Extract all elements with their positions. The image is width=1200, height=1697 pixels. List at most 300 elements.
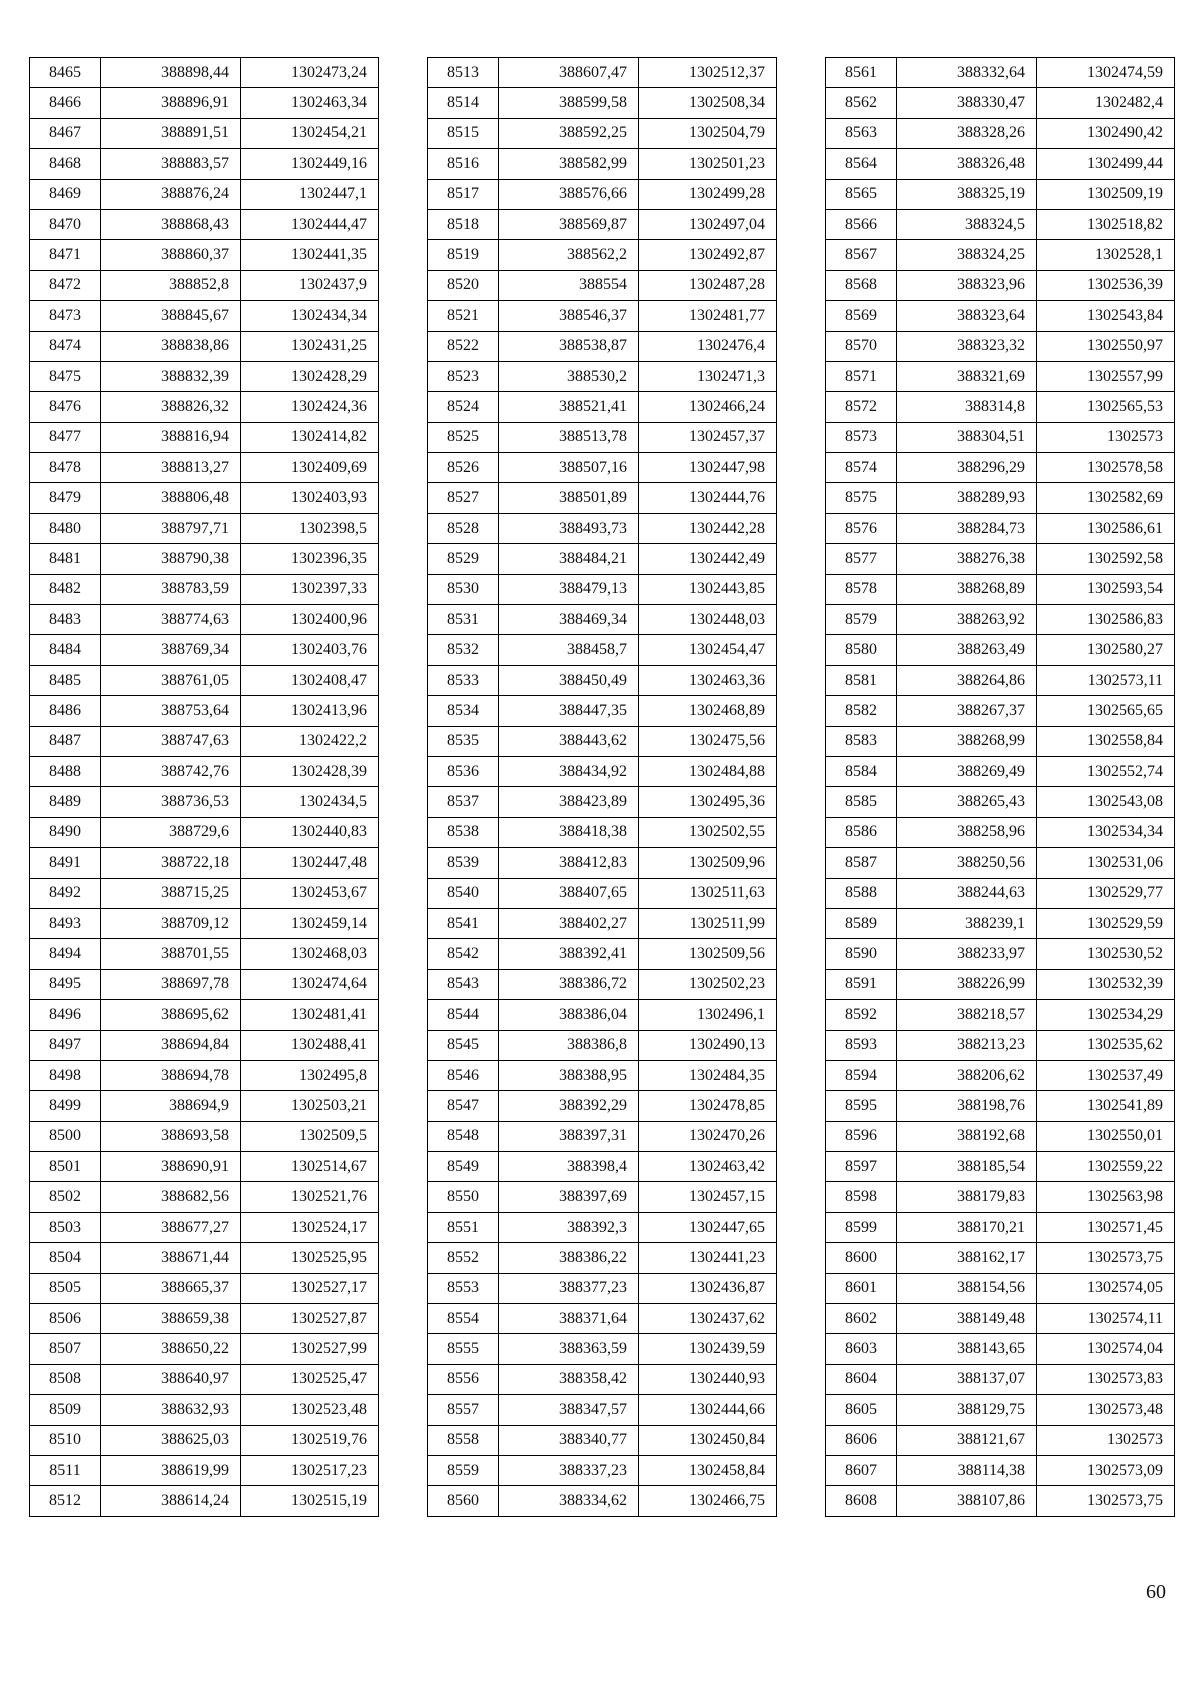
y-coordinate-cell: 1302529,77: [1037, 878, 1175, 908]
point-number-cell: 8478: [30, 453, 101, 483]
x-coordinate-cell: 388129,75: [897, 1395, 1037, 1425]
table-row: [428, 1212, 777, 1242]
y-coordinate-cell: 1302514,67: [241, 1152, 379, 1182]
x-coordinate-cell: 388896,91: [101, 88, 241, 118]
y-coordinate-cell: 1302444,47: [241, 209, 379, 239]
point-number-cell: 8493: [30, 908, 101, 938]
y-coordinate-cell: 1302573: [1037, 1425, 1175, 1455]
y-coordinate-cell: 1302563,98: [1037, 1182, 1175, 1212]
x-coordinate-cell: 388697,78: [101, 969, 241, 999]
y-coordinate-cell: 1302424,36: [241, 392, 379, 422]
y-coordinate-cell: 1302443,85: [639, 574, 777, 604]
x-coordinate-cell: 388507,16: [499, 453, 639, 483]
table-row: [826, 301, 1175, 331]
y-coordinate-cell: 1302490,13: [639, 1030, 777, 1060]
table-row: [428, 665, 777, 695]
point-number-cell: 8532: [428, 635, 499, 665]
y-coordinate-cell: 1302466,75: [639, 1486, 777, 1516]
y-coordinate-cell: 1302511,99: [639, 908, 777, 938]
x-coordinate-cell: 388479,13: [499, 574, 639, 604]
y-coordinate-cell: 1302434,5: [241, 787, 379, 817]
table-row: [428, 1243, 777, 1273]
point-number-cell: 8567: [826, 240, 897, 270]
point-number-cell: 8580: [826, 635, 897, 665]
point-number-cell: 8601: [826, 1273, 897, 1303]
y-coordinate-cell: 1302459,14: [241, 908, 379, 938]
table-row: [30, 209, 379, 239]
x-coordinate-cell: 388783,59: [101, 574, 241, 604]
point-number-cell: 8578: [826, 574, 897, 604]
x-coordinate-cell: 388530,2: [499, 361, 639, 391]
point-number-cell: 8477: [30, 422, 101, 452]
point-number-cell: 8487: [30, 726, 101, 756]
table-row: [826, 1060, 1175, 1090]
point-number-cell: 8565: [826, 179, 897, 209]
y-coordinate-cell: 1302592,58: [1037, 544, 1175, 574]
table-row: [30, 483, 379, 513]
point-number-cell: 8569: [826, 301, 897, 331]
y-coordinate-cell: 1302509,96: [639, 848, 777, 878]
x-coordinate-cell: 388328,26: [897, 118, 1037, 148]
x-coordinate-cell: 388619,99: [101, 1455, 241, 1485]
table-row: [826, 513, 1175, 543]
point-number-cell: 8599: [826, 1212, 897, 1242]
table-row: [826, 209, 1175, 239]
y-coordinate-cell: 1302422,2: [241, 726, 379, 756]
point-number-cell: 8541: [428, 908, 499, 938]
x-coordinate-cell: 388407,65: [499, 878, 639, 908]
table-row: [428, 1182, 777, 1212]
y-coordinate-cell: 1302454,21: [241, 118, 379, 148]
x-coordinate-cell: 388386,8: [499, 1030, 639, 1060]
table-row: [826, 1273, 1175, 1303]
x-coordinate-cell: 388852,8: [101, 270, 241, 300]
table-row: [826, 422, 1175, 452]
point-number-cell: 8564: [826, 149, 897, 179]
y-coordinate-cell: 1302527,87: [241, 1304, 379, 1334]
x-coordinate-cell: 388423,89: [499, 787, 639, 817]
x-coordinate-cell: 388206,62: [897, 1060, 1037, 1090]
x-coordinate-cell: 388371,64: [499, 1304, 639, 1334]
table-row: [826, 878, 1175, 908]
table-row: [826, 696, 1175, 726]
x-coordinate-cell: 388682,56: [101, 1182, 241, 1212]
x-coordinate-cell: 388883,57: [101, 149, 241, 179]
table-row: [826, 1243, 1175, 1273]
y-coordinate-cell: 1302511,63: [639, 878, 777, 908]
y-coordinate-cell: 1302454,47: [639, 635, 777, 665]
x-coordinate-cell: 388434,92: [499, 756, 639, 786]
x-coordinate-cell: 388276,38: [897, 544, 1037, 574]
y-coordinate-cell: 1302509,5: [241, 1121, 379, 1151]
point-number-cell: 8568: [826, 270, 897, 300]
y-coordinate-cell: 1302428,39: [241, 756, 379, 786]
x-coordinate-cell: 388521,41: [499, 392, 639, 422]
y-coordinate-cell: 1302502,23: [639, 969, 777, 999]
point-number-cell: 8485: [30, 665, 101, 695]
x-coordinate-cell: 388868,43: [101, 209, 241, 239]
point-number-cell: 8524: [428, 392, 499, 422]
x-coordinate-cell: 388321,69: [897, 361, 1037, 391]
table-row: [826, 1334, 1175, 1364]
x-coordinate-cell: 388659,38: [101, 1304, 241, 1334]
x-coordinate-cell: 388392,41: [499, 939, 639, 969]
y-coordinate-cell: 1302552,74: [1037, 756, 1175, 786]
x-coordinate-cell: 388665,37: [101, 1273, 241, 1303]
table-row: [428, 1091, 777, 1121]
table-row: [30, 422, 379, 452]
point-number-cell: 8534: [428, 696, 499, 726]
y-coordinate-cell: 1302434,34: [241, 301, 379, 331]
x-coordinate-cell: 388107,86: [897, 1486, 1037, 1516]
point-number-cell: 8481: [30, 544, 101, 574]
table-row: [428, 240, 777, 270]
x-coordinate-cell: 388450,49: [499, 665, 639, 695]
table-row: [30, 1030, 379, 1060]
y-coordinate-cell: 1302448,03: [639, 605, 777, 635]
x-coordinate-cell: 388576,66: [499, 179, 639, 209]
table-row: [428, 1304, 777, 1334]
x-coordinate-cell: 388137,07: [897, 1364, 1037, 1394]
x-coordinate-cell: 388742,76: [101, 756, 241, 786]
point-number-cell: 8606: [826, 1425, 897, 1455]
y-coordinate-cell: 1302534,34: [1037, 817, 1175, 847]
point-number-cell: 8505: [30, 1273, 101, 1303]
x-coordinate-cell: 388347,57: [499, 1395, 639, 1425]
y-coordinate-cell: 1302573,48: [1037, 1395, 1175, 1425]
table-row: [826, 817, 1175, 847]
table-row: [30, 1425, 379, 1455]
x-coordinate-cell: 388736,53: [101, 787, 241, 817]
x-coordinate-cell: 388226,99: [897, 969, 1037, 999]
table-row: [826, 149, 1175, 179]
y-coordinate-cell: 1302593,54: [1037, 574, 1175, 604]
y-coordinate-cell: 1302482,4: [1037, 88, 1175, 118]
x-coordinate-cell: 388162,17: [897, 1243, 1037, 1273]
y-coordinate-cell: 1302403,93: [241, 483, 379, 513]
point-number-cell: 8592: [826, 1000, 897, 1030]
table-row: [826, 88, 1175, 118]
x-coordinate-cell: 388268,99: [897, 726, 1037, 756]
x-coordinate-cell: 388269,49: [897, 756, 1037, 786]
y-coordinate-cell: 1302573: [1037, 422, 1175, 452]
table-row: [30, 878, 379, 908]
x-coordinate-cell: 388340,77: [499, 1425, 639, 1455]
table-row: [428, 848, 777, 878]
x-coordinate-cell: 388761,05: [101, 665, 241, 695]
point-number-cell: 8525: [428, 422, 499, 452]
point-number-cell: 8484: [30, 635, 101, 665]
y-coordinate-cell: 1302518,82: [1037, 209, 1175, 239]
table-row: [428, 270, 777, 300]
x-coordinate-cell: 388538,87: [499, 331, 639, 361]
y-coordinate-cell: 1302573,83: [1037, 1364, 1175, 1394]
table-row: [30, 1212, 379, 1242]
point-number-cell: 8518: [428, 209, 499, 239]
table-row: [428, 301, 777, 331]
y-coordinate-cell: 1302586,83: [1037, 605, 1175, 635]
y-coordinate-cell: 1302534,29: [1037, 1000, 1175, 1030]
point-number-cell: 8595: [826, 1091, 897, 1121]
y-coordinate-cell: 1302519,76: [241, 1425, 379, 1455]
table-row: [428, 209, 777, 239]
point-number-cell: 8549: [428, 1152, 499, 1182]
table-row: [30, 939, 379, 969]
point-number-cell: 8466: [30, 88, 101, 118]
y-coordinate-cell: 1302530,52: [1037, 939, 1175, 969]
y-coordinate-cell: 1302474,59: [1037, 58, 1175, 88]
x-coordinate-cell: 388198,76: [897, 1091, 1037, 1121]
table-row: [428, 1425, 777, 1455]
table-row: [30, 1304, 379, 1334]
x-coordinate-cell: 388412,83: [499, 848, 639, 878]
y-coordinate-cell: 1302447,48: [241, 848, 379, 878]
x-coordinate-cell: 388747,63: [101, 726, 241, 756]
x-coordinate-cell: 388876,24: [101, 179, 241, 209]
x-coordinate-cell: 388694,9: [101, 1091, 241, 1121]
x-coordinate-cell: 388263,49: [897, 635, 1037, 665]
y-coordinate-cell: 1302541,89: [1037, 1091, 1175, 1121]
y-coordinate-cell: 1302442,28: [639, 513, 777, 543]
x-coordinate-cell: 388443,62: [499, 726, 639, 756]
x-coordinate-cell: 388386,04: [499, 1000, 639, 1030]
point-number-cell: 8551: [428, 1212, 499, 1242]
y-coordinate-cell: 1302396,35: [241, 544, 379, 574]
point-number-cell: 8539: [428, 848, 499, 878]
y-coordinate-cell: 1302476,4: [639, 331, 777, 361]
x-coordinate-cell: 388179,83: [897, 1182, 1037, 1212]
point-number-cell: 8587: [826, 848, 897, 878]
point-number-cell: 8469: [30, 179, 101, 209]
table-row: [826, 1486, 1175, 1516]
point-number-cell: 8480: [30, 513, 101, 543]
table-row: [826, 544, 1175, 574]
y-coordinate-cell: 1302449,16: [241, 149, 379, 179]
x-coordinate-cell: 388149,48: [897, 1304, 1037, 1334]
x-coordinate-cell: 388860,37: [101, 240, 241, 270]
table-row: [428, 605, 777, 635]
point-number-cell: 8497: [30, 1030, 101, 1060]
table-row: [30, 696, 379, 726]
y-coordinate-cell: 1302428,29: [241, 361, 379, 391]
table-row: [30, 392, 379, 422]
table-row: [30, 1060, 379, 1090]
table-row: [428, 1395, 777, 1425]
y-coordinate-cell: 1302578,58: [1037, 453, 1175, 483]
y-coordinate-cell: 1302478,85: [639, 1091, 777, 1121]
point-number-cell: 8542: [428, 939, 499, 969]
y-coordinate-cell: 1302565,65: [1037, 696, 1175, 726]
point-number-cell: 8558: [428, 1425, 499, 1455]
y-coordinate-cell: 1302509,56: [639, 939, 777, 969]
table-row: [30, 726, 379, 756]
x-coordinate-cell: 388397,69: [499, 1182, 639, 1212]
y-coordinate-cell: 1302408,47: [241, 665, 379, 695]
y-coordinate-cell: 1302450,84: [639, 1425, 777, 1455]
table-row: [30, 1486, 379, 1516]
point-number-cell: 8511: [30, 1455, 101, 1485]
y-coordinate-cell: 1302574,05: [1037, 1273, 1175, 1303]
point-number-cell: 8509: [30, 1395, 101, 1425]
x-coordinate-cell: 388693,58: [101, 1121, 241, 1151]
point-number-cell: 8467: [30, 118, 101, 148]
point-number-cell: 8492: [30, 878, 101, 908]
point-number-cell: 8547: [428, 1091, 499, 1121]
y-coordinate-cell: 1302582,69: [1037, 483, 1175, 513]
point-number-cell: 8527: [428, 483, 499, 513]
x-coordinate-cell: 388332,64: [897, 58, 1037, 88]
point-number-cell: 8589: [826, 908, 897, 938]
point-number-cell: 8579: [826, 605, 897, 635]
y-coordinate-cell: 1302490,42: [1037, 118, 1175, 148]
x-coordinate-cell: 388289,93: [897, 483, 1037, 513]
y-coordinate-cell: 1302508,34: [639, 88, 777, 118]
y-coordinate-cell: 1302471,3: [639, 361, 777, 391]
y-coordinate-cell: 1302466,24: [639, 392, 777, 422]
y-coordinate-cell: 1302586,61: [1037, 513, 1175, 543]
point-number-cell: 8604: [826, 1364, 897, 1394]
table-row: [826, 969, 1175, 999]
y-coordinate-cell: 1302481,41: [241, 1000, 379, 1030]
y-coordinate-cell: 1302531,06: [1037, 848, 1175, 878]
table-row: [826, 787, 1175, 817]
y-coordinate-cell: 1302444,76: [639, 483, 777, 513]
x-coordinate-cell: 388330,47: [897, 88, 1037, 118]
table-row: [428, 878, 777, 908]
y-coordinate-cell: 1302457,15: [639, 1182, 777, 1212]
x-coordinate-cell: 388677,27: [101, 1212, 241, 1242]
point-number-cell: 8508: [30, 1364, 101, 1394]
point-number-cell: 8555: [428, 1334, 499, 1364]
point-number-cell: 8603: [826, 1334, 897, 1364]
table-row: [826, 574, 1175, 604]
x-coordinate-cell: 388250,56: [897, 848, 1037, 878]
y-coordinate-cell: 1302557,99: [1037, 361, 1175, 391]
table-row: [826, 392, 1175, 422]
x-coordinate-cell: 388233,97: [897, 939, 1037, 969]
point-number-cell: 8501: [30, 1152, 101, 1182]
table-row: [826, 1152, 1175, 1182]
y-coordinate-cell: 1302524,17: [241, 1212, 379, 1242]
y-coordinate-cell: 1302532,39: [1037, 969, 1175, 999]
x-coordinate-cell: 388701,55: [101, 939, 241, 969]
point-number-cell: 8596: [826, 1121, 897, 1151]
point-number-cell: 8496: [30, 1000, 101, 1030]
y-coordinate-cell: 1302458,84: [639, 1455, 777, 1485]
point-number-cell: 8600: [826, 1243, 897, 1273]
y-coordinate-cell: 1302436,87: [639, 1273, 777, 1303]
table-row: [428, 574, 777, 604]
x-coordinate-cell: 388769,34: [101, 635, 241, 665]
y-coordinate-cell: 1302441,35: [241, 240, 379, 270]
table-row: [826, 1395, 1175, 1425]
table-row: [30, 544, 379, 574]
y-coordinate-cell: 1302439,59: [639, 1334, 777, 1364]
x-coordinate-cell: 388386,72: [499, 969, 639, 999]
table-row: [30, 1455, 379, 1485]
x-coordinate-cell: 388363,59: [499, 1334, 639, 1364]
x-coordinate-cell: 388304,51: [897, 422, 1037, 452]
table-row: [826, 848, 1175, 878]
x-coordinate-cell: 388265,43: [897, 787, 1037, 817]
table-row: [30, 1000, 379, 1030]
table-row: [30, 1364, 379, 1394]
x-coordinate-cell: 388284,73: [897, 513, 1037, 543]
x-coordinate-cell: 388694,84: [101, 1030, 241, 1060]
y-coordinate-cell: 1302440,83: [241, 817, 379, 847]
x-coordinate-cell: 388722,18: [101, 848, 241, 878]
point-number-cell: 8502: [30, 1182, 101, 1212]
y-coordinate-cell: 1302484,35: [639, 1060, 777, 1090]
point-number-cell: 8483: [30, 605, 101, 635]
y-coordinate-cell: 1302447,1: [241, 179, 379, 209]
table-row: [428, 696, 777, 726]
point-number-cell: 8573: [826, 422, 897, 452]
point-number-cell: 8514: [428, 88, 499, 118]
point-number-cell: 8586: [826, 817, 897, 847]
y-coordinate-cell: 1302574,11: [1037, 1304, 1175, 1334]
x-coordinate-cell: 388845,67: [101, 301, 241, 331]
x-coordinate-cell: 388806,48: [101, 483, 241, 513]
x-coordinate-cell: 388832,39: [101, 361, 241, 391]
x-coordinate-cell: 388632,93: [101, 1395, 241, 1425]
table-row: [428, 1030, 777, 1060]
y-coordinate-cell: 1302573,11: [1037, 665, 1175, 695]
y-coordinate-cell: 1302528,1: [1037, 240, 1175, 270]
x-coordinate-cell: 388192,68: [897, 1121, 1037, 1151]
x-coordinate-cell: 388592,25: [499, 118, 639, 148]
point-number-cell: 8473: [30, 301, 101, 331]
table-row: [428, 149, 777, 179]
x-coordinate-cell: 388258,96: [897, 817, 1037, 847]
table-row: [30, 1152, 379, 1182]
y-coordinate-cell: 1302447,98: [639, 453, 777, 483]
table-row: [30, 574, 379, 604]
table-row: [428, 787, 777, 817]
y-coordinate-cell: 1302573,75: [1037, 1243, 1175, 1273]
y-coordinate-cell: 1302442,49: [639, 544, 777, 574]
x-coordinate-cell: 388816,94: [101, 422, 241, 452]
y-coordinate-cell: 1302468,03: [241, 939, 379, 969]
y-coordinate-cell: 1302495,36: [639, 787, 777, 817]
table-row: [30, 1121, 379, 1151]
point-number-cell: 8479: [30, 483, 101, 513]
x-coordinate-cell: 388709,12: [101, 908, 241, 938]
x-coordinate-cell: 388554: [499, 270, 639, 300]
table-row: [30, 331, 379, 361]
point-number-cell: 8503: [30, 1212, 101, 1242]
point-number-cell: 8593: [826, 1030, 897, 1060]
point-number-cell: 8533: [428, 665, 499, 695]
x-coordinate-cell: 388484,21: [499, 544, 639, 574]
point-number-cell: 8499: [30, 1091, 101, 1121]
y-coordinate-cell: 1302440,93: [639, 1364, 777, 1394]
point-number-cell: 8544: [428, 1000, 499, 1030]
table-row: [428, 908, 777, 938]
y-coordinate-cell: 1302409,69: [241, 453, 379, 483]
y-coordinate-cell: 1302559,22: [1037, 1152, 1175, 1182]
point-number-cell: 8588: [826, 878, 897, 908]
table-row: [30, 513, 379, 543]
table-row: [30, 149, 379, 179]
point-number-cell: 8528: [428, 513, 499, 543]
x-coordinate-cell: 388493,73: [499, 513, 639, 543]
x-coordinate-cell: 388397,31: [499, 1121, 639, 1151]
table-row: [826, 1182, 1175, 1212]
table-row: [826, 1030, 1175, 1060]
table-row: [826, 1455, 1175, 1485]
x-coordinate-cell: 388296,29: [897, 453, 1037, 483]
